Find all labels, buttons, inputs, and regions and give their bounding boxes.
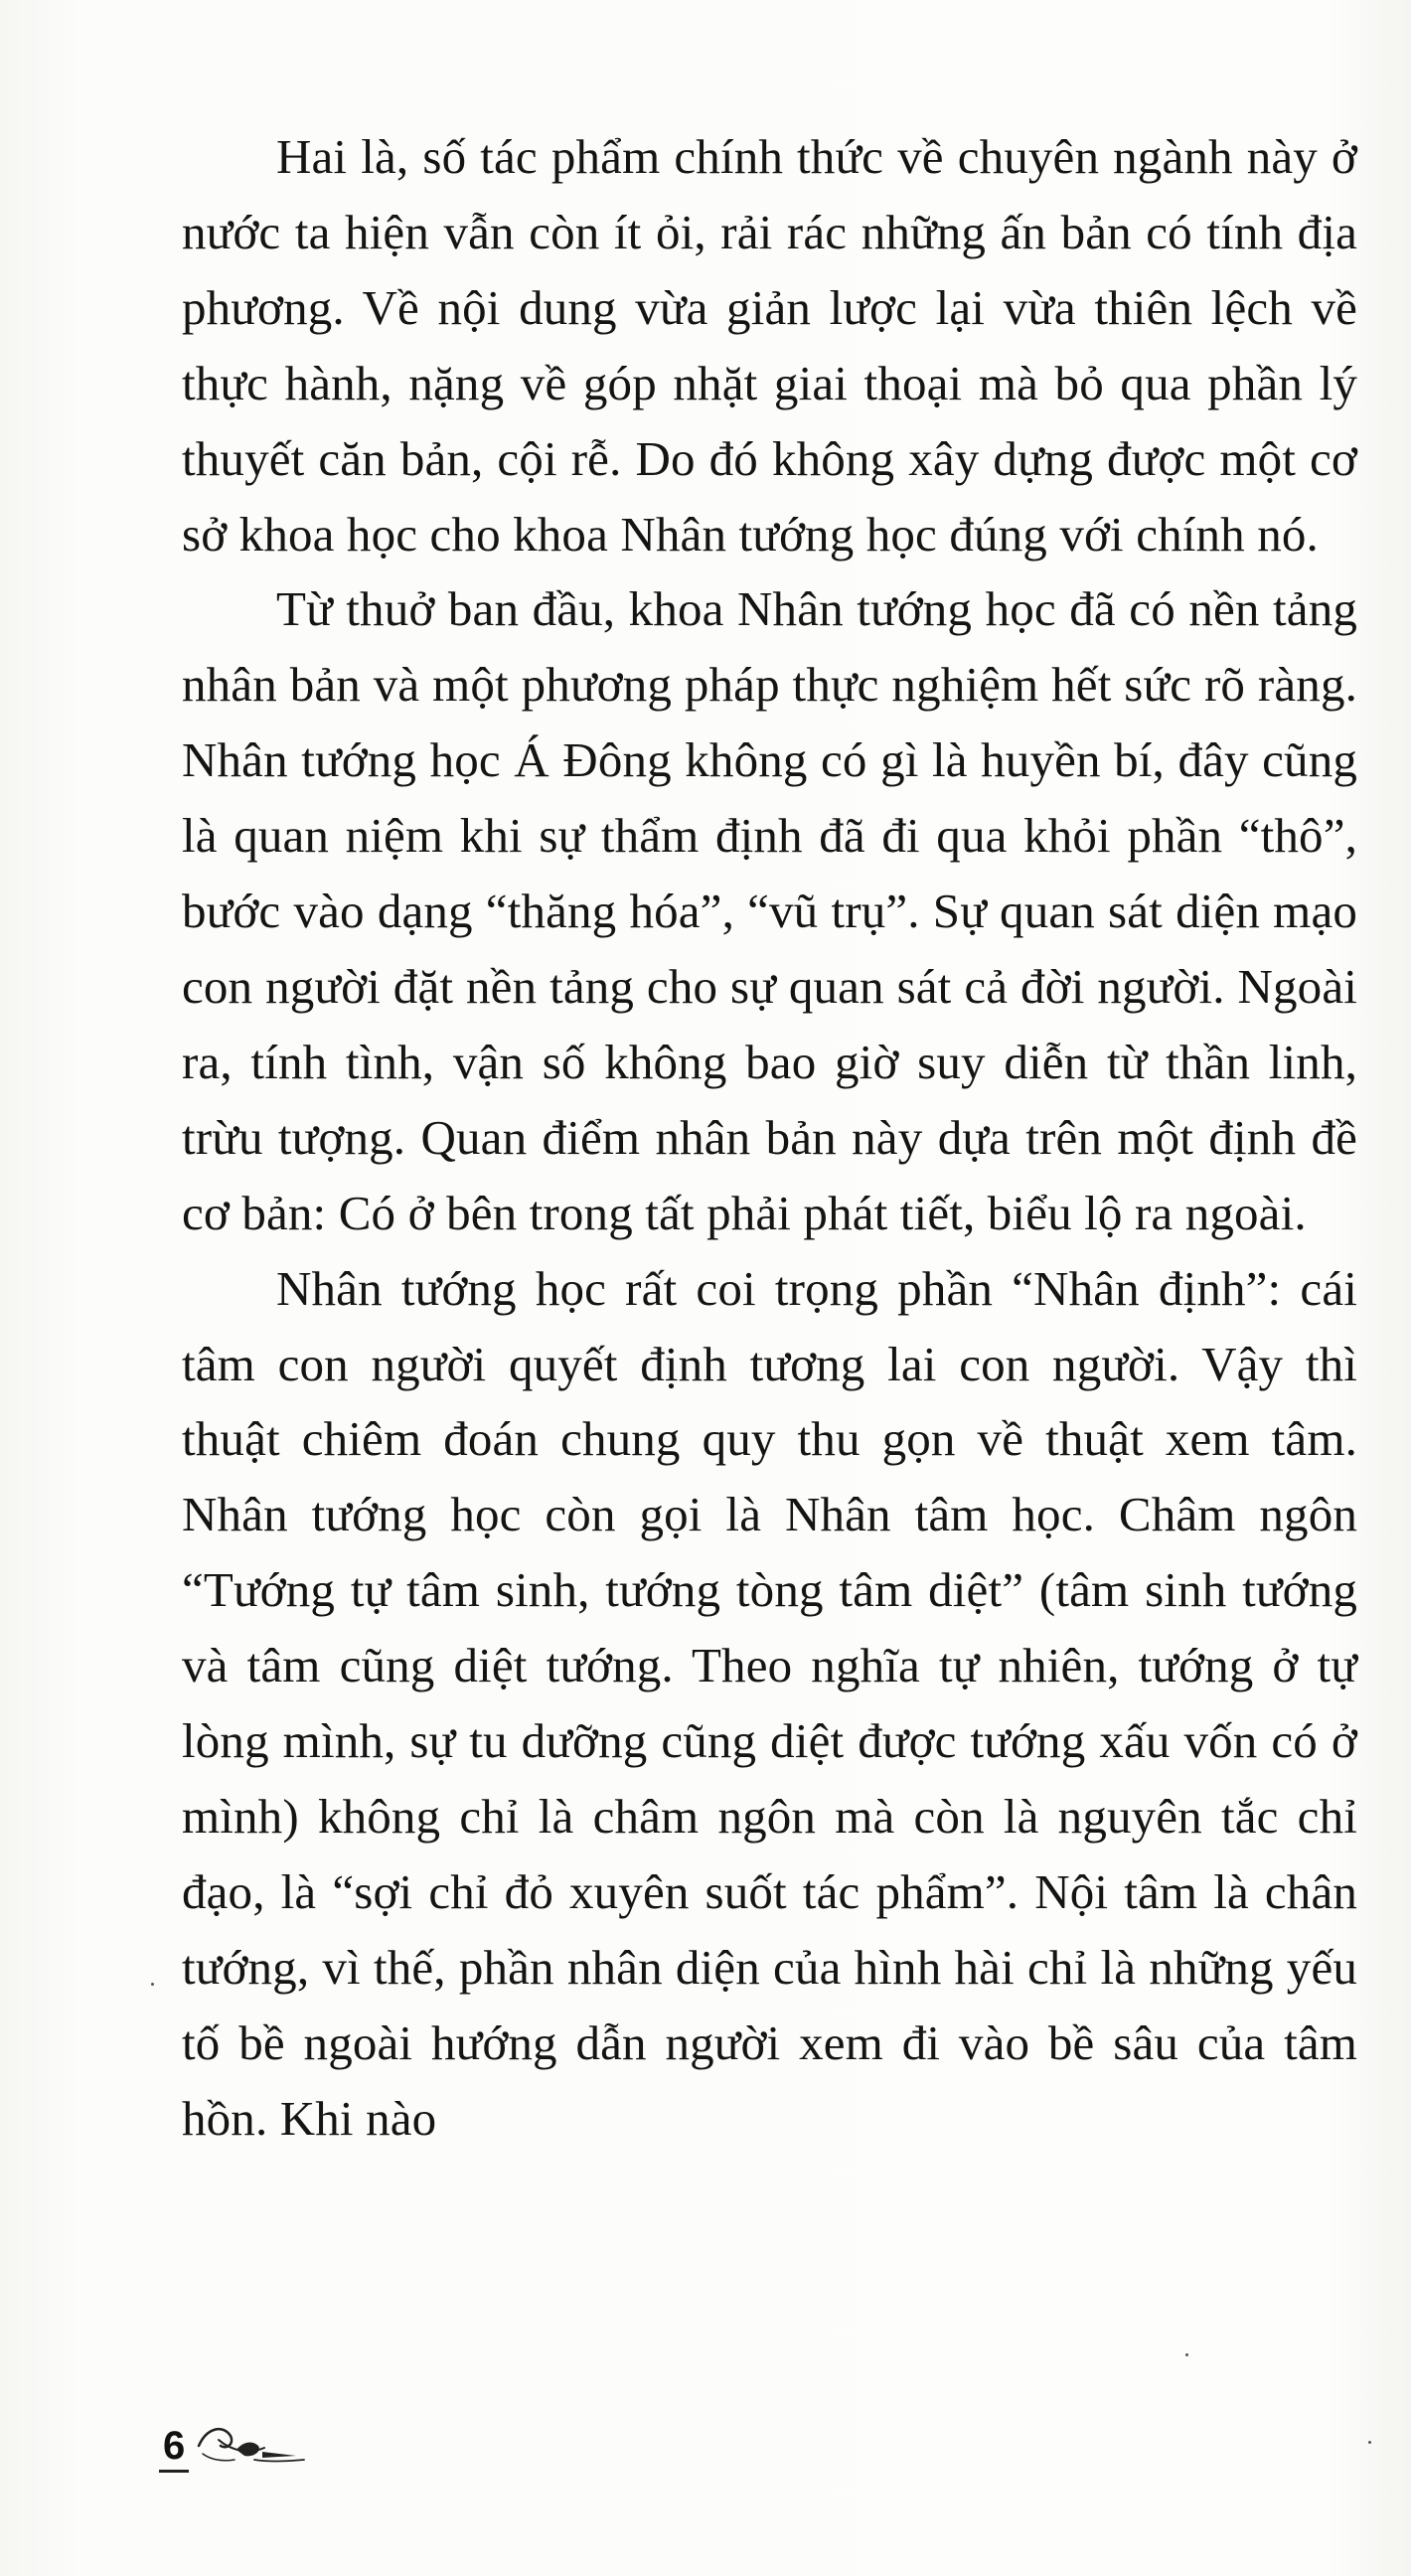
paragraph-1: Hai là, số tác phẩm chính thức về chuyên ngành này ở nước ta hiện vẫn còn ít ỏi, rải rác những ấn bản có tính địa phương. Về nội dung vừa giản lược lại vừa thiên lệch về thực hành, nặng về góp nhặt giai thoại mà bỏ qua phần lý thuyết căn bản, cội rễ. Do đó không xây dựng được một cơ sở khoa học cho khoa Nhân tướng học đúng với chính nó.: [182, 129, 1357, 562]
print-speck: [1368, 2441, 1371, 2444]
body-text: [182, 119, 1357, 2156]
paragraph-2: Từ thuở ban đầu, khoa Nhân tướng học đã có nền tảng nhân bản và một phương pháp thực nghiệm hết sức rõ ràng. Nhân tướng học Á Đông không có gì là huyền bí, đây cũng là quan niệm khi sự thẩm định đã đi qua khỏi phần “thô”, bước vào dạng “thăng hóa”, “vũ trụ”. Sự quan sát diện mạo con người đặt nền tảng cho sự quan sát cả đời người. Ngoài ra, tính tình, vận số không bao giờ suy diễn từ thần linh, trừu tượng. Quan điểm nhân bản này dựa trên một định đề cơ bản: Có ở bên trong tất phải phát tiết, biểu lộ ra ngoài.: [182, 581, 1357, 1240]
page-number: 6: [159, 2426, 189, 2473]
brush-flourish-icon: [193, 2416, 312, 2471]
print-speck: [151, 1983, 154, 1986]
page-footer: [159, 2403, 312, 2473]
paragraph-3: Nhân tướng học rất coi trọng phần “Nhân định”: cái tâm con người quyết định tương lai con người. Vậy thì thuật chiêm đoán chung quy thu gọn về thuật xem tâm. Nhân tướng học còn gọi là Nhân tâm học. Châm ngôn “Tướng tự tâm sinh, tướng tòng tâm diệt” (tâm sinh tướng và tâm cũng diệt tướng. Theo nghĩa tự nhiên, tướng ở tự lòng mình, sự tu dưỡng cũng diệt được tướng xấu vốn có ở mình) không chỉ là châm ngôn mà còn là nguyên tắc chỉ đạo, là “sợi chỉ đỏ xuyên suốt tác phẩm”. Nội tâm là chân tướng, vì thế, phần nhân diện của hình hài chỉ là những yếu tố bề ngoài hướng dẫn người xem đi vào bề sâu của tâm hồn. Khi nào: [182, 1260, 1357, 2146]
print-speck: [1185, 2353, 1188, 2356]
